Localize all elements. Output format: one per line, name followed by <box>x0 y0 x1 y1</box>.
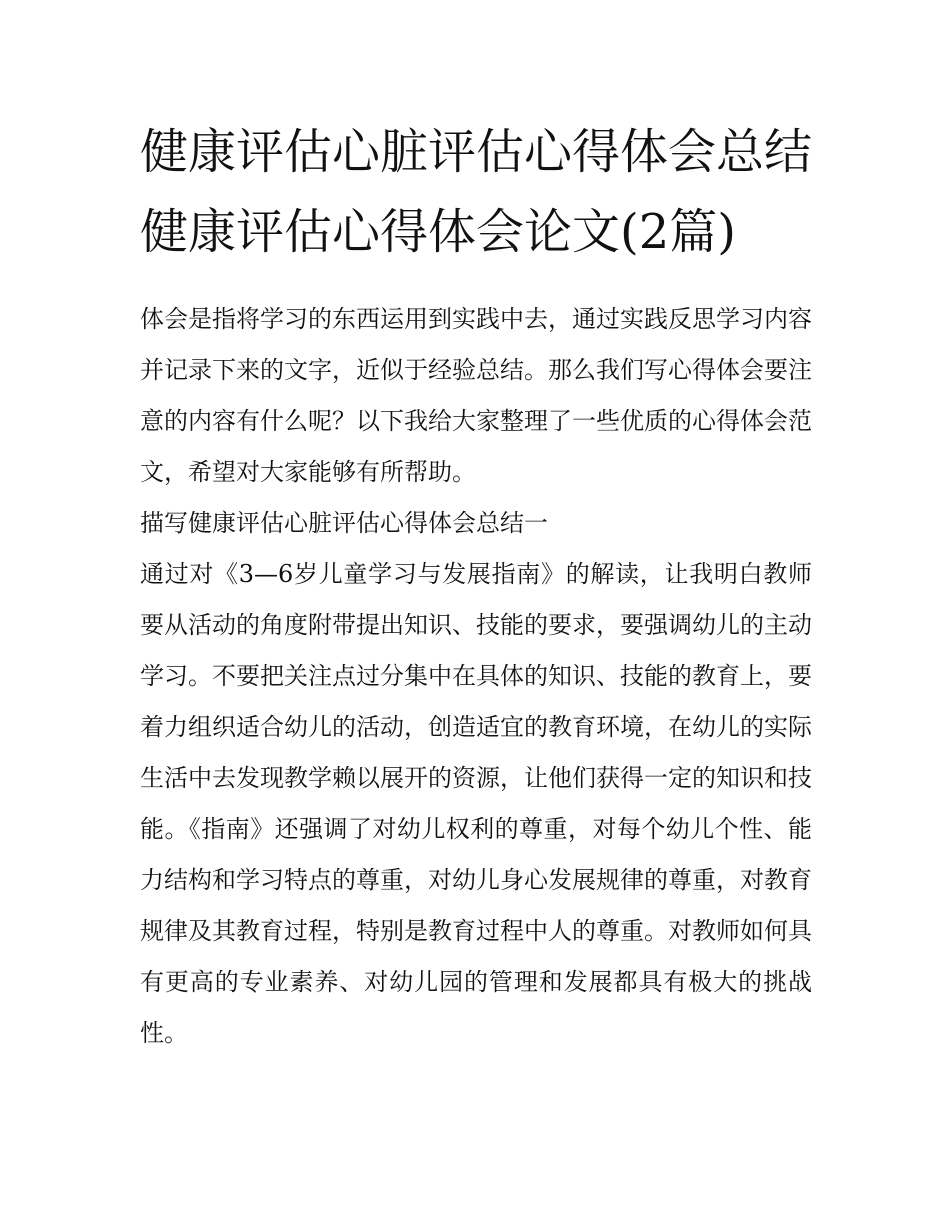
intro-paragraph: 体会是指将学习的东西运用到实践中去，通过实践反思学习内容并记录下来的文字，近似于经验总结。那么我们写心得体会要注意的内容有什么呢？以下我给大家整理了一些优质的心得体会范文，希望对大家能够有所帮助。 <box>140 305 812 486</box>
section-heading: 描写健康评估心脏评估心得体会总结一 <box>140 509 548 537</box>
section-paragraph: 通过对《3—6岁儿童学习与发展指南》的解读，让我明白教师要从活动的角度附带提出知识、技能的要求，要强调幼儿的主动学习。不要把关注点过分集中在具体的知识、技能的教育上，要着力组织适合幼儿的活动，创造适宜的教育环境，在幼儿的实际生活中去发现教学赖以展开的资源，让他们获得一定的知识和技能。《指南》还强调了对幼儿权利的尊重，对每个幼儿个性、能力结构和学习特点的尊重，对幼儿身心发展规律的尊重，对教育规律及其教育过程，特别是教育过程中人的尊重。对教师如何具有更高的专业素养、对幼儿园的管理和发展都具有极大的挑战性。 <box>140 560 812 1047</box>
document-body <box>140 294 812 1059</box>
document-page <box>140 112 812 1059</box>
document-title: 健康评估心脏评估心得体会总结 健康评估心得体会论文(2篇) <box>140 124 813 260</box>
